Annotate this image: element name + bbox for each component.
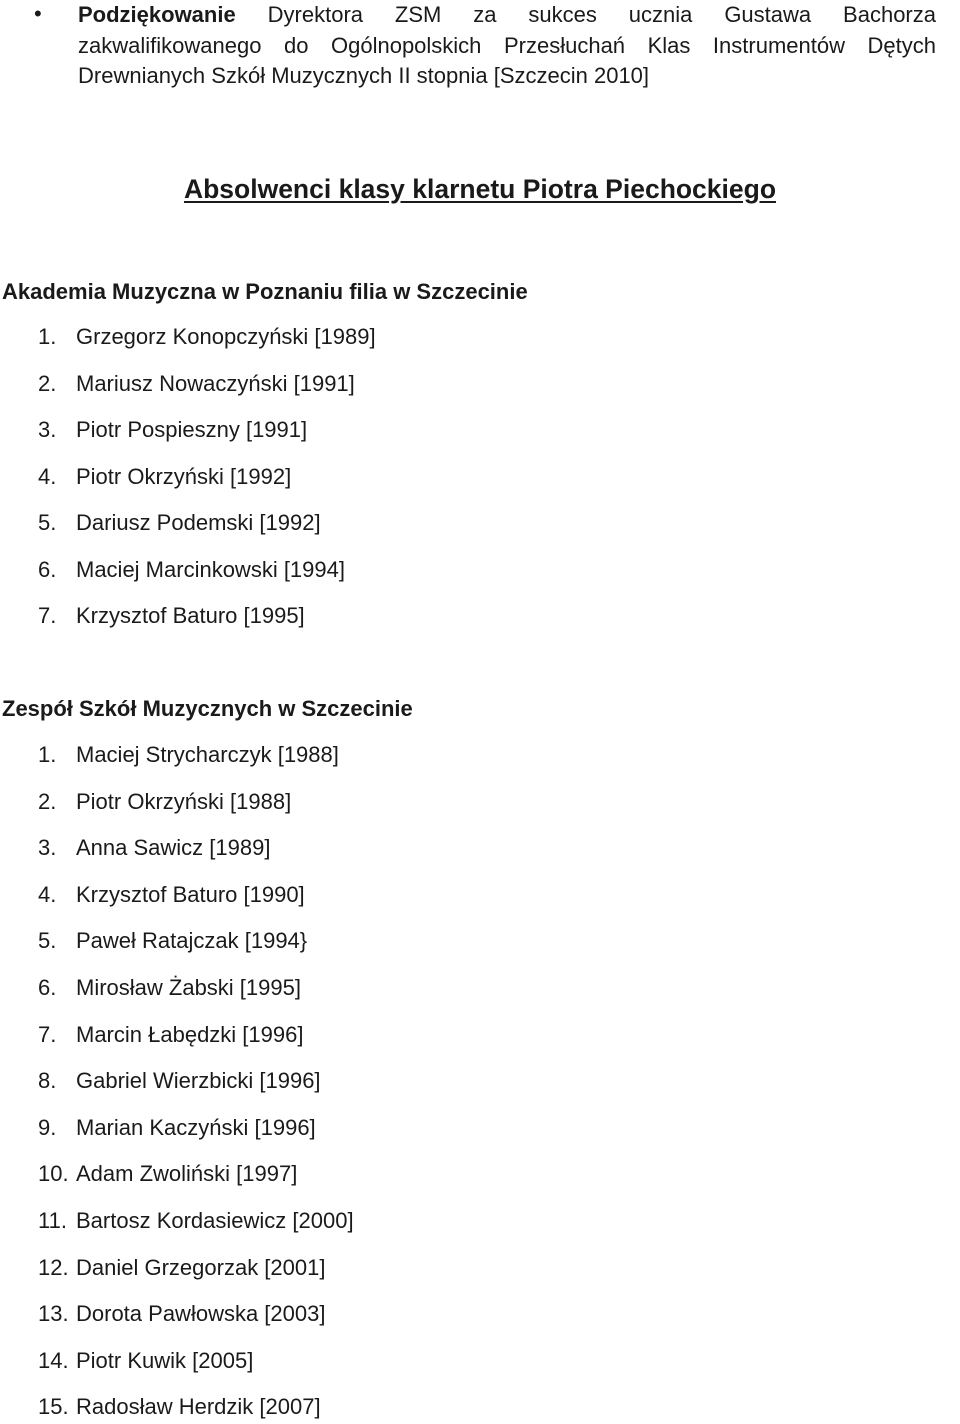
list-item-number: 11.	[38, 1208, 67, 1233]
list-item-text: Radosław Herdzik [2007]	[76, 1394, 321, 1420]
list-item-number: 7.	[38, 603, 57, 628]
intro-bold-word: Podziękowanie	[78, 2, 236, 27]
list-item-text: Piotr Okrzyński [1988]	[76, 788, 292, 814]
list-item-text: Paweł Ratajczak [1994}	[76, 928, 308, 954]
list-item-number: 15.	[38, 1394, 69, 1420]
list-item-number: 6.	[38, 975, 57, 1000]
list-item-number: 2.	[38, 788, 57, 814]
list-item-text: Mirosław Żabski [1995]	[76, 975, 301, 1000]
list-item-number: 4.	[38, 881, 57, 907]
page-title: Absolwenci klasy klarnetu Piotra Piechockiego	[183, 174, 777, 204]
list-item-text: Krzysztof Baturo [1990]	[76, 881, 305, 907]
list-item-number: 9.	[38, 1114, 57, 1140]
list-item-text: Mariusz Nowaczyński [1991]	[76, 370, 355, 396]
list-item-number: 4.	[38, 463, 57, 489]
list-item-number: 3.	[38, 835, 57, 861]
list-item-number: 13.	[38, 1301, 69, 1327]
list-item-text: Piotr Pospieszny [1991]	[76, 417, 308, 442]
list-item-number: 3.	[38, 417, 57, 442]
list-item-text: Krzysztof Baturo [1995]	[76, 603, 305, 628]
list-item-number: 10.	[38, 1161, 69, 1187]
list-item-number: 14.	[38, 1347, 69, 1373]
list-item-number: 1.	[38, 324, 57, 349]
list-item-number: 6.	[38, 556, 57, 582]
list-item-text: Piotr Kuwik [2005]	[76, 1347, 254, 1373]
list-item-number: 5.	[38, 928, 57, 954]
list-item-text: Marian Kaczyński [1996]	[76, 1114, 316, 1140]
list-item-text: Anna Sawicz [1989]	[76, 835, 271, 861]
list-item-number: 8.	[38, 1068, 57, 1094]
list-item-text: Gabriel Wierzbicki [1996]	[76, 1068, 321, 1094]
list-item-text: Dorota Pawłowska [2003]	[76, 1301, 326, 1327]
list-item-text: Daniel Grzegorzak [2001]	[76, 1254, 326, 1280]
section-heading-zsm: Zespół Szkół Muzycznych w Szczecinie	[2, 696, 413, 721]
list-item-text: Piotr Okrzyński [1992]	[76, 463, 292, 489]
list-item-number: 1.	[38, 742, 57, 767]
list-item-number: 7.	[38, 1021, 57, 1047]
bullet-icon: •	[34, 1, 42, 26]
list-item-text: Maciej Strycharczyk [1988]	[76, 742, 339, 767]
list-item-text: Adam Zwoliński [1997]	[76, 1161, 298, 1187]
list-item-number: 12.	[38, 1254, 69, 1280]
section-heading-akademia: Akademia Muzyczna w Poznaniu filia w Szczecinie	[2, 279, 528, 304]
list-item-number: 5.	[38, 510, 57, 535]
intro-body: Dyrektora ZSM za sukces ucznia Gustawa Bachorza zakwalifikowanego do Ogólnopolskich Przesłuchań Klas Instrumentów Dętych Drewnianych Szkół Muzycznych II stopnia [Szczecin 2010]	[78, 2, 936, 88]
list-item-number: 2.	[38, 370, 57, 396]
list-item-text: Bartosz Kordasiewicz [2000]	[76, 1208, 354, 1233]
list-item-text: Grzegorz Konopczyński [1989]	[76, 324, 376, 349]
intro-text	[78, 0, 936, 92]
list-item-text: Maciej Marcinkowski [1994]	[76, 556, 345, 582]
list-item-text: Marcin Łabędzki [1996]	[76, 1021, 304, 1047]
list-item-text: Dariusz Podemski [1992]	[76, 510, 321, 535]
